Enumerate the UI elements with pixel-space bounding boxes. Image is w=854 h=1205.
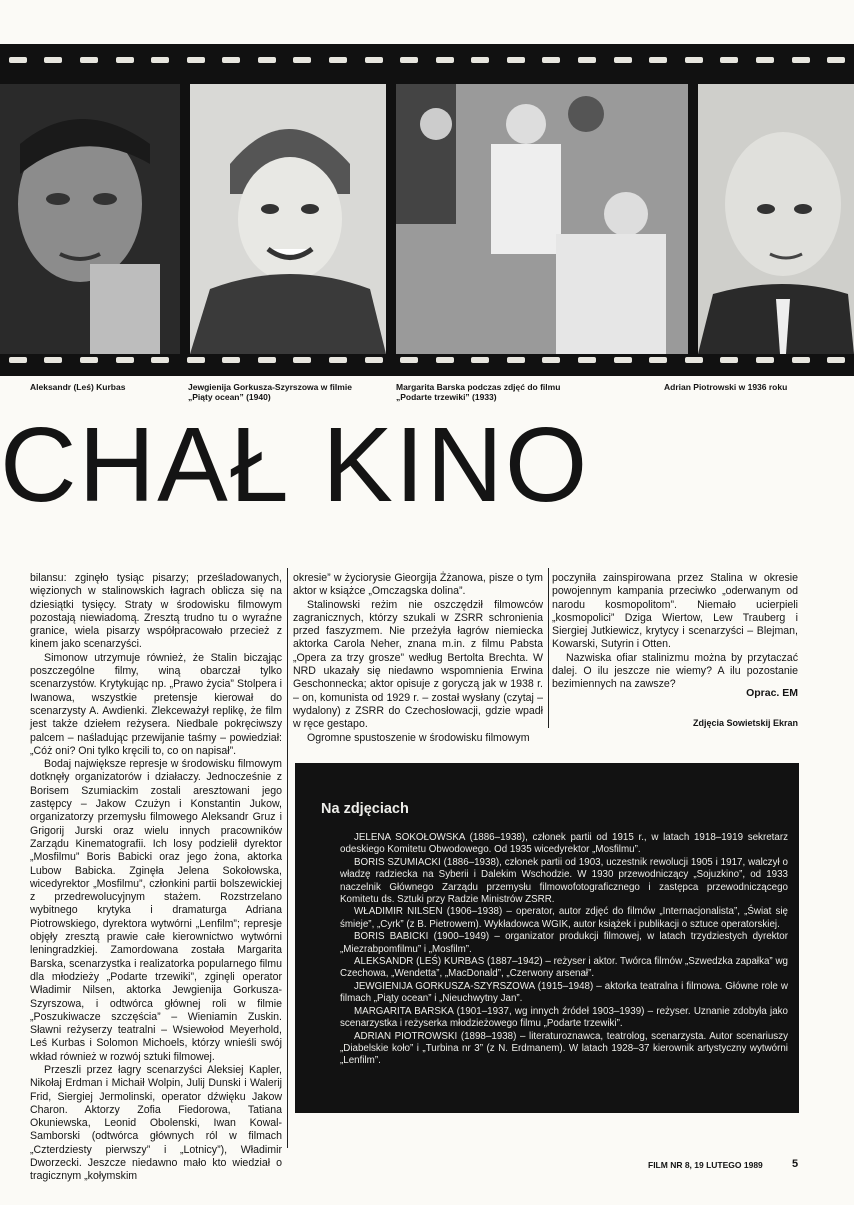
filmstrip-photo-band <box>0 44 854 376</box>
paragraph: okresie” w życiorysie Gieorgija Żżanowa, pisze o tym aktor w książce „Omczagska dolina”. <box>293 572 543 598</box>
paragraph: Stalinowski reżim nie oszczędził filmowców zagranicznych, którzy szukali w ZSRR schronienia przed faszyzmem. Nie przeżyła łagrów niemiecka aktorka Carola Neher, znana m.in. z filmu Pabsta „Opera za trzy grosze” według Bertolta Brechta. W NRD ukazały się niedawno wspomnienia Erwina Geschonnecka; aktor opisuje z goryczą jak w 1938 r. – on, komunista od 1929 r. – został wysłany (czytaj – wydalony) z ZSRR do Czechosłowacji, gdzie wpadł w ręce gestapo. <box>293 598 543 731</box>
caption-photo-2-line2: „Piąty ocean” (1940) <box>188 392 271 402</box>
film-perforations-top <box>0 50 854 70</box>
caption-photo-4: Adrian Piotrowski w 1936 roku <box>664 382 788 392</box>
paragraph: Simonow utrzymuje również, że Stalin bicząjąc poszczególne filmy, winą obarczał tylko scenarzystów. Krytykując np. „Prawo życia” Stolpera i Iwanowa, wszystkie pretensje kierował do scenarzysty A. Awdienki. Zlekceważył replikę, że film jest także dziełem reżysera. Niedbale pokręciwszy palcem – naśladując przewijanie taśmy – powiedział: „Cóż oni? Oni tylko kręcili to, co on napisał”. <box>30 651 282 757</box>
paragraph: bilansu: zginęło tysiąc pisarzy; prześladowanych, więzionych w stalinowskich łagrach oblicza się na dziesiątki tysięcy. Straty w środowisku filmowym pozostają niewiadomą. Zresztą trudno tu o wyraźne granice, wiela pisarzy współpracowało przecież z kinem jako scenarzyści. <box>30 572 282 651</box>
column-divider-1 <box>287 568 288 1148</box>
info-box-paragraph: BORIS SZUMIACKI (1886–1938), członek partii od 1903, uczestnik rewolucji 1905 i 1917, walczył o władzę radziecka na Syberii i Dalekim Wschodzie. W 1930 przewodniczący „Sojuzkino”, od 1933 naczelnik Głównego Zarządu przemysłu filmowofotograficznego i zastępca przewodniczącego Komitetu ds. Sztuki przy Radzie Ministrów ZSRR. <box>340 856 788 906</box>
info-box-paragraph: JEWGIENIJA GORKUSZA-SZYRSZOWA (1915–1948) – aktorka teatralna i filmowa. Główne role w filmach „Piąty ocean” i „Nieuchwytny Jan”. <box>340 980 788 1005</box>
author-byline: Oprac. EM <box>746 687 798 699</box>
info-box-paragraph: MARGARITA BARSKA (1901–1937, wg innych źródeł 1903–1939) – reżyser. Uznanie zdobyła jako scenarzystka i reżyserka młodzieżowego filmu „Podarte trzewiki”. <box>340 1005 788 1030</box>
info-box-paragraph: ALEKSANDR (LEŚ) KURBAS (1887–1942) – reżyser i aktor. Twórca filmów „Szwedzka zapałka” wg Czechowa, „Wendetta”, „MacDonald”, „Czerwony arsenał”. <box>340 956 788 980</box>
photo-credit: Zdjęcia Sowietskij Ekran <box>692 718 798 728</box>
info-box-title: Na zdjęciach <box>321 801 409 817</box>
photo-info-box <box>295 763 799 1113</box>
article-column-2 <box>293 572 543 745</box>
paragraph: Bodaj największe represje w środowisku filmowym dotknęły organizatorów i działaczy. Jednocześnie z Borisem Szumiackim zostali aresztowani jego zastępcy – Jakow Czużyn i Konstantin Jukow, organizatorzy przemysłu filmowego Aleksandr Gruz i Grigorij Jurski oraz wielu innych pracowników Zarządu Kinematografii. Ich losy podzielił dyrektor „Mosfilmu” Boris Babicki oraz jego żona, aktorka Lubow Babicka. Zginęła Jelena Sokołowska, wicedyrektor „Mosfilmu”, członkini partii bolszewickiej z przedrewolucyjnym stażem. Rozstrzelano wybitnego krytyka i dramaturga Adriana Piotrowskiego, dyrektora wytwórni „Lenfilm”; represje objęły zresztą prawie całe kierownictwo wytwórni leningradzkiej. Zamordowana została Margarita Barska, scenarzystka i realizatorka popularnego filmu dla młodzieży „Podarte trzewiki”, zginęli operator Władimir Nilsen, aktorka Jewgienija Gorkusza-Szyrszowa, i odtwórca głównej roli w filmie „Poszukiwacze szczęścia” – Wieniamin Zuskin. Sławni reżyserzy teatralni – Wsiewołod Meyerhold, Leś Kurbas i Solomon Michoels, którzy wnieśli swój wkład również w rozwój sztuki filmowej. <box>30 758 282 1063</box>
page-headline: CHAŁ KINO <box>0 406 590 524</box>
column-divider-2 <box>548 568 549 728</box>
caption-photo-3-line2: „Podarte trzewiki” (1933) <box>396 392 497 402</box>
issue-footer: FILM NR 8, 19 LUTEGO 1989 <box>648 1160 763 1170</box>
caption-photo-2-line1: Jewgienija Gorkusza-Szyrszowa w filmie <box>188 382 352 392</box>
photo-kurbas <box>0 84 180 354</box>
caption-photo-3-line1: Margarita Barska podczas zdjęć do filmu <box>396 382 561 392</box>
page-number: 5 <box>792 1158 799 1170</box>
paragraph: Nazwiska ofiar stalinizmu można by przytaczać dalej. O ilu jeszcze nie wiemy? A ilu pozostanie bezimiennych na zawsze? <box>552 651 798 691</box>
article-column-3 <box>552 572 798 692</box>
info-box-paragraph: WŁADIMIR NILSEN (1906–1938) – operator, autor zdjęć do filmów „Internacjonalista”, „Świat się śmieje”, „Cyrk” (z B. Pietrowem). Wykładowca WGIK, autor książek i publikacji o sztuce operatorskiej. <box>340 906 788 930</box>
info-box-paragraph: BORIS BABICKI (1900–1949) – organizator produkcji filmowej, w latach trzydziestych dyrektor „Miezrabpomfilmu” i „Mosfilm”. <box>340 931 788 955</box>
film-perforations-bottom <box>0 350 854 370</box>
article-column-1 <box>30 572 282 1184</box>
info-box-paragraph: ADRIAN PIOTROWSKI (1898–1938) – literaturoznawca, teatrolog, scenarzysta. Autor scenariuszy „Diabelskie koło” i „Turbina nr 3” (z N. Erdmanem). W latach 1928–37 kierownik artystyczny wytwórni „Lenfilm”. <box>340 1030 788 1067</box>
info-box-paragraph: JELENA SOKOŁOWSKA (1886–1938), członek partii od 1915 r., w latach 1918–1919 sekretarz odeskiego Komitetu Obwodowego. Od 1935 wicedyrektor „Mosfilmu”. <box>340 832 788 856</box>
photo-barska-film-set <box>396 84 688 354</box>
caption-photo-3 <box>396 382 596 402</box>
paragraph: Przeszli przez łagry scenarzyści Aleksiej Kapler, Nikołaj Erdman i Michaił Wolpin, Julij Dunski i Walerij Frid, Siergiej Jermolinski, operator dźwięku Jakow Charon. Aktorzy Zofia Fiedorowa, Tatiana Okuniewska, Leonid Obolenski, Iwan Kowal-Samborski (odtwórca głównych ról w filmach „Czterdziesty pierwszy” i „Lotnicy”), Władimir Dworzecki. Jeszcze niedawno mało kto wiedział o tragicznym „kołymskim <box>30 1063 282 1183</box>
caption-photo-1: Aleksandr (Leś) Kurbas <box>30 382 126 392</box>
paragraph: Ogromne spustoszenie w środowisku filmowym <box>307 731 530 744</box>
photo-piotrowski <box>698 84 854 354</box>
photo-gorkusza <box>190 84 386 354</box>
caption-photo-2 <box>188 382 378 402</box>
paragraph: poczyniła zainspirowana przez Stalina w okresie powojennym kampania przeciwko „oderwanym od narodu kosmopolitom”. Niemało ucierpieli „kosmopolici” Dziga Wiertow, Lew Trauberg i Siergiej Jutkiewicz, krytycy i scenarzyści – Blejman, Kowarski, Sutyrin i Otten. <box>552 572 798 651</box>
info-box-text <box>340 832 788 1068</box>
